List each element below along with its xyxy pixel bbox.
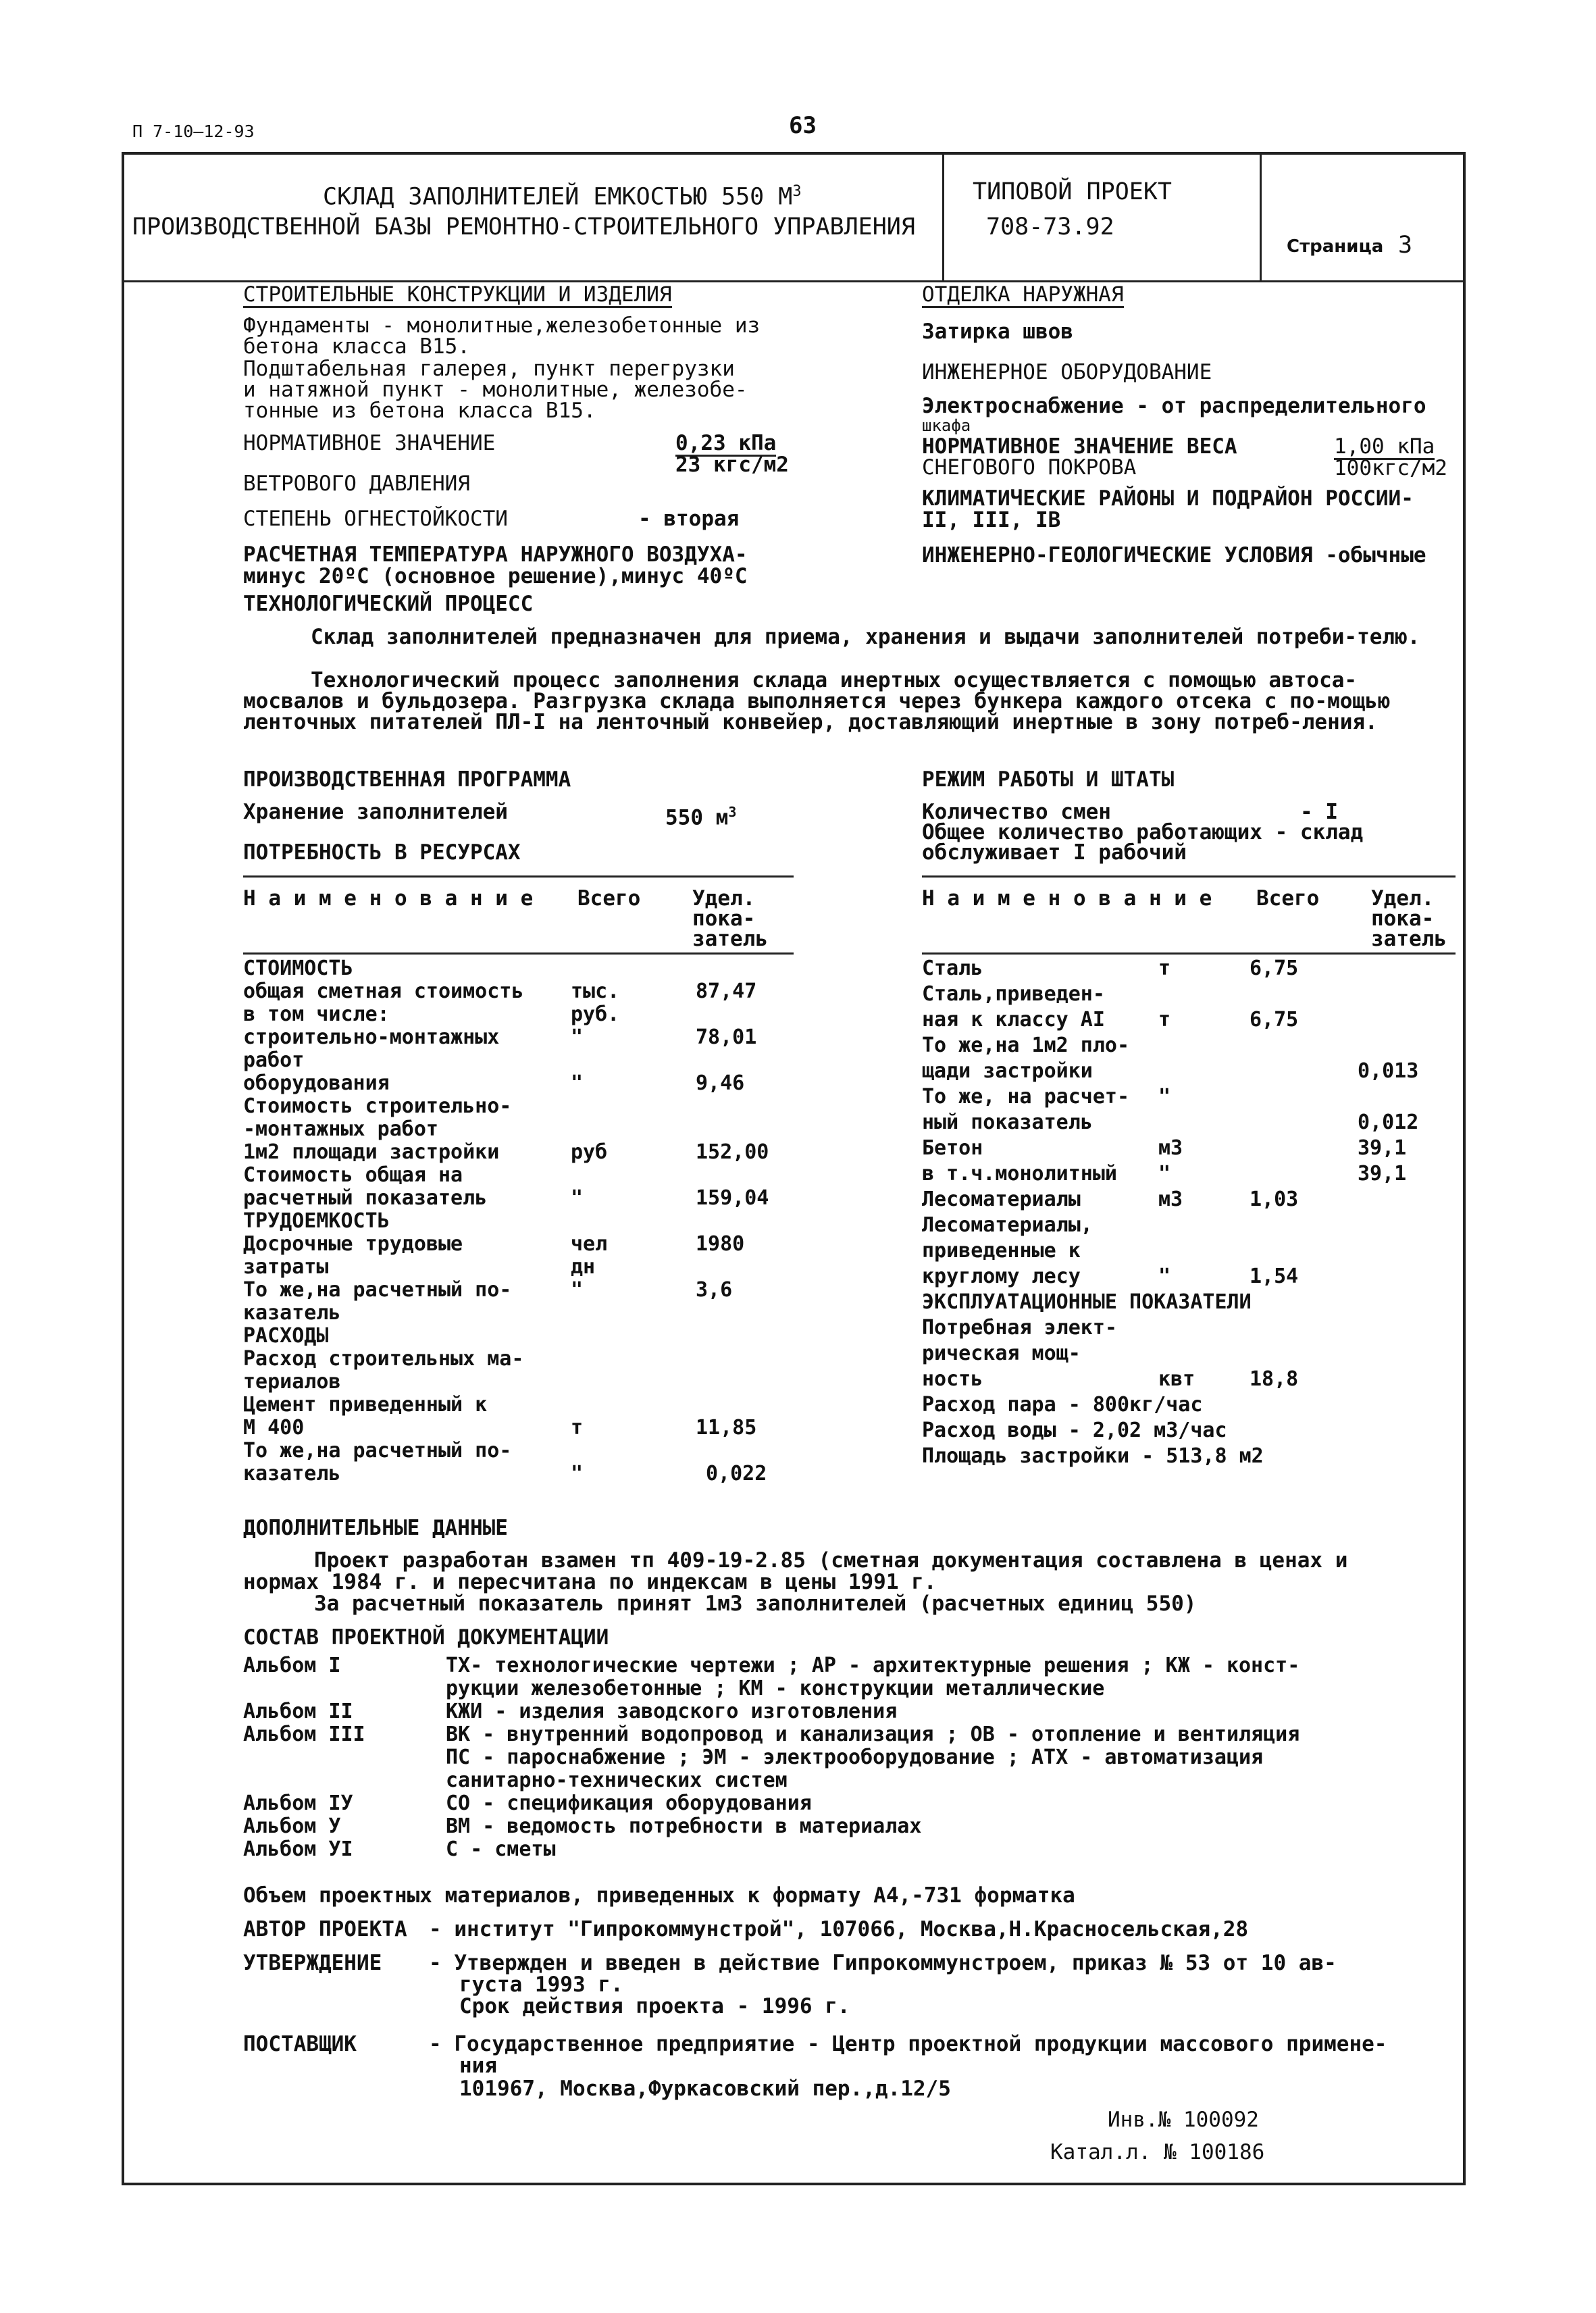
approval-label: УТВЕРЖДЕНИЕ bbox=[243, 1951, 382, 1975]
table-cell-name: щади застройки bbox=[922, 1059, 1093, 1083]
fire-value: - вторая bbox=[638, 507, 740, 531]
table-cell-total: 1,03 bbox=[1250, 1188, 1299, 1211]
right-table-head-unit-3: затель bbox=[1371, 927, 1447, 951]
table-cell-unit: " bbox=[571, 1186, 584, 1210]
table-cell-name: казатель bbox=[243, 1301, 341, 1325]
table-cell-name: работ bbox=[243, 1048, 305, 1072]
table-cell-name: приведенные к bbox=[922, 1239, 1081, 1263]
table-cell-name: Бетон bbox=[922, 1136, 983, 1160]
table-cell-total: 3,6 bbox=[696, 1278, 733, 1302]
table-cell-name: Цемент приведенный к bbox=[243, 1393, 488, 1417]
temp-line-2: минус 20ºС (основное решение),минус 40ºС bbox=[243, 564, 748, 588]
table-cell-total: 11,85 bbox=[696, 1416, 757, 1440]
table-right-top-rule bbox=[922, 875, 1456, 878]
storage-label: Хранение заполнителей bbox=[243, 800, 508, 824]
table-cell-name: круглому лесу bbox=[922, 1265, 1081, 1288]
table-cell-name: СТОИМОСТЬ bbox=[243, 957, 353, 980]
page-value: 3 bbox=[1398, 232, 1413, 259]
table-cell-unit: тыс. bbox=[571, 980, 620, 1003]
table-cell-unit: " bbox=[1158, 1162, 1171, 1186]
album-name: Альбом УI bbox=[243, 1837, 353, 1861]
snow-label-1: НОРМАТИВНОЕ ЗНАЧЕНИЕ ВЕСА bbox=[922, 434, 1237, 459]
power-line-1: Электроснабжение - от распределительного bbox=[922, 394, 1426, 418]
left-table-head-name: Н а и м е н о в а н и е bbox=[243, 886, 534, 911]
table-cell-unit: чел bbox=[571, 1232, 608, 1256]
table-cell-name: Расход строительных ма- bbox=[243, 1347, 524, 1371]
table-cell-name: общая сметная стоимость bbox=[243, 980, 524, 1003]
album-text: С - сметы bbox=[446, 1837, 556, 1861]
storage-value-text: 550 м bbox=[665, 805, 729, 830]
climate-line-2: II, III, IВ bbox=[922, 508, 1061, 532]
table-cell-name: Лесоматериалы, bbox=[922, 1213, 1093, 1237]
album-text: ПС - пароснабжение ; ЭМ - электрооборудование ; АТХ - автоматизация bbox=[446, 1746, 1264, 1769]
table-cell-unit: " bbox=[571, 1025, 584, 1049]
table-cell-name: Стоимость строительно- bbox=[243, 1094, 512, 1118]
additional-line-1: Проект разработан взамен тп 409-19-2.85 (сметная документация составлена в ценах и bbox=[314, 1548, 1348, 1573]
left-resource-table bbox=[243, 958, 794, 1498]
doc-code: П 7-10—12-93 bbox=[132, 122, 255, 141]
title-line-1 bbox=[323, 180, 802, 209]
table-cell-name: рическая мощ- bbox=[922, 1342, 1081, 1365]
table-cell-spec: 0,012 bbox=[1358, 1111, 1419, 1134]
wind-label-1: НОРМАТИВНОЕ ЗНАЧЕНИЕ bbox=[243, 431, 496, 455]
snow-value-2: 100кгс/м2 bbox=[1334, 456, 1447, 480]
album-text: СО - спецификация оборудования bbox=[446, 1791, 812, 1815]
table-cell-total: 152,00 bbox=[696, 1140, 769, 1164]
wind-value-1: 0,23 кПа bbox=[675, 431, 777, 455]
table-cell-total: 6,75 bbox=[1250, 1008, 1299, 1032]
table-cell-spec: 0,013 bbox=[1358, 1059, 1419, 1083]
catalog-number: Катал.л. № 100186 bbox=[1050, 2140, 1265, 2164]
workers-line-2: обслуживает I рабочий bbox=[922, 840, 1187, 865]
eng-title: ИНЖЕНЕРНОЕ ОБОРУДОВАНИЕ bbox=[922, 360, 1212, 384]
table-cell-unit: т bbox=[1158, 957, 1171, 980]
right-resource-table bbox=[922, 958, 1456, 1498]
header-divider-2 bbox=[1260, 152, 1262, 282]
inventory-number: Инв.№ 100092 bbox=[1108, 2108, 1259, 2132]
snow-label-2: СНЕГОВОГО ПОКРОВА bbox=[922, 455, 1137, 480]
additional-line-3: За расчетный показатель принят 1м3 заполнителей (расчетных единиц 550) bbox=[314, 1592, 1197, 1616]
table-cell-unit: " bbox=[571, 1278, 584, 1302]
table-cell-total: 78,01 bbox=[696, 1025, 757, 1049]
table-left-top-rule bbox=[243, 875, 794, 878]
finish-value: Затирка швов bbox=[922, 320, 1073, 344]
table-cell-total: 1,54 bbox=[1250, 1265, 1299, 1288]
table-cell-name: в том числе: bbox=[243, 1002, 390, 1026]
constructions-line: бетона класса В15. bbox=[243, 334, 470, 359]
right-table-head-unit-2: пока- bbox=[1371, 907, 1435, 931]
table-cell-name: Расход воды - 2,02 м3/час bbox=[922, 1419, 1227, 1442]
right-table-head-unit-1: Удел. bbox=[1371, 886, 1435, 911]
album-text: санитарно-технических систем bbox=[446, 1769, 788, 1792]
author-value: - институт "Гипрокоммунстрой", 107066, Москва,Н.Красносельская,28 bbox=[429, 1917, 1249, 1941]
geo-line: ИНЖЕНЕРНО-ГЕОЛОГИЧЕСКИЕ УСЛОВИЯ -обычные bbox=[922, 543, 1426, 567]
left-table-head-total: Всего bbox=[577, 886, 641, 911]
table-cell-total: 87,47 bbox=[696, 980, 757, 1003]
finish-title: ОТДЕЛКА НАРУЖНАЯ bbox=[922, 282, 1124, 307]
shifts-label: Количество смен bbox=[922, 800, 1111, 824]
supplier-line-3: 101967, Москва,Фуркасовский пер.,д.12/5 bbox=[459, 2077, 951, 2101]
table-cell-name: оборудования bbox=[243, 1071, 390, 1095]
constructions-line: и натяжной пункт - монолитные, железобе- bbox=[243, 378, 748, 402]
table-cell-name: строительно-монтажных bbox=[243, 1025, 500, 1049]
supplier-line-2: ния bbox=[459, 2054, 497, 2078]
table-cell-name: казатель bbox=[243, 1462, 341, 1485]
album-text: КЖИ - изделия заводского изготовления bbox=[446, 1700, 898, 1723]
author-label: АВТОР ПРОЕКТА bbox=[243, 1917, 407, 1941]
album-name: Альбом III bbox=[243, 1723, 365, 1746]
table-cell-name: Стоимость общая на bbox=[243, 1163, 463, 1187]
table-cell-total: 159,04 bbox=[696, 1186, 769, 1210]
table-cell-name: РАСХОДЫ bbox=[243, 1324, 329, 1348]
table-cell-unit: " bbox=[1158, 1085, 1171, 1109]
climate-line-1: КЛИМАТИЧЕСКИЕ РАЙОНЫ И ПОДРАЙОН РОССИИ- bbox=[922, 486, 1414, 511]
approval-line-2: густа 1993 г. bbox=[459, 1973, 623, 1997]
page-label: Страница bbox=[1287, 236, 1384, 257]
workers-line-1: Общее количество работающих - склад bbox=[922, 820, 1364, 844]
table-cell-name: ЭКСПЛУАТАЦИОННЫЕ ПОКАЗАТЕЛИ bbox=[922, 1290, 1252, 1314]
album-text: ВМ - ведомость потребности в материалах bbox=[446, 1814, 922, 1838]
header-divider-1 bbox=[942, 152, 944, 282]
table-cell-name: ный показатель bbox=[922, 1111, 1093, 1134]
table-cell-name: ТРУДОЕМКОСТЬ bbox=[243, 1209, 390, 1233]
constructions-line: Подштабельная галерея, пункт перегрузки bbox=[243, 357, 735, 381]
wind-value-2: 23 кгс/м2 bbox=[675, 453, 789, 477]
album-name: Альбом У bbox=[243, 1814, 341, 1838]
table-cell-name: в т.ч.монолитный bbox=[922, 1162, 1117, 1186]
title-line-2: ПРОИЗВОДСТВЕННОЙ БАЗЫ РЕМОНТНО-СТРОИТЕЛЬНОГО УПРАВЛЕНИЯ bbox=[132, 213, 915, 240]
right-table-head-name: Н а и м е н о в а н и е bbox=[922, 886, 1212, 911]
table-cell-name: ность bbox=[922, 1367, 983, 1391]
staff-title: РЕЖИМ РАБОТЫ И ШТАТЫ bbox=[922, 767, 1175, 792]
power-line-2: шкафа bbox=[922, 416, 971, 435]
project-number: 708-73.92 bbox=[986, 213, 1114, 240]
table-cell-name: Досрочные трудовые bbox=[243, 1232, 463, 1256]
table-cell-name: териалов bbox=[243, 1370, 341, 1394]
shifts-value: - I bbox=[1300, 800, 1338, 824]
approval-line-3: Срок действия проекта - 1996 г. bbox=[459, 1994, 850, 2018]
right-table-head-total: Всего bbox=[1256, 886, 1320, 911]
table-right-head-rule bbox=[922, 952, 1456, 955]
table-cell-total: 6,75 bbox=[1250, 957, 1299, 980]
table-cell-unit: дн bbox=[571, 1255, 596, 1279]
table-cell-unit: " bbox=[571, 1071, 584, 1095]
table-cell-name: расчетный показатель bbox=[243, 1186, 488, 1210]
table-cell-name: То же,на расчетный по- bbox=[243, 1278, 512, 1302]
approval-line-1: - Утвержден и введен в действие Гипрокоммунстроем, приказ № 53 от 10 ав- bbox=[429, 1951, 1337, 1975]
program-title: ПРОИЗВОДСТВЕННАЯ ПРОГРАММА bbox=[243, 767, 571, 792]
page-number: 63 bbox=[789, 112, 817, 139]
temp-line-1: РАСЧЕТНАЯ ТЕМПЕРАТУРА НАРУЖНОГО ВОЗДУХА- bbox=[243, 542, 748, 567]
table-cell-name: То же,на расчетный по- bbox=[243, 1439, 512, 1463]
table-cell-name: Лесоматериалы bbox=[922, 1188, 1081, 1211]
album-text: рукции железобетонные ; КМ - конструкции металлические bbox=[446, 1677, 1105, 1700]
table-cell-name: То же,на 1м2 пло- bbox=[922, 1034, 1130, 1057]
constructions-title: СТРОИТЕЛЬНЫЕ КОНСТРУКЦИИ И ИЗДЕЛИЯ bbox=[243, 282, 672, 307]
table-cell-name: затраты bbox=[243, 1255, 329, 1279]
table-cell-unit: " bbox=[1158, 1265, 1171, 1288]
supplier-label: ПОСТАВЩИК bbox=[243, 2032, 357, 2056]
table-cell-name: -монтажных работ bbox=[243, 1117, 438, 1141]
table-cell-unit: " bbox=[571, 1462, 584, 1485]
table-cell-name: 1м2 площади застройки bbox=[243, 1140, 500, 1164]
resources-title: ПОТРЕБНОСТЬ В РЕСУРСАХ bbox=[243, 840, 521, 865]
album-name: Альбом IУ bbox=[243, 1791, 353, 1815]
project-label: ТИПОВОЙ ПРОЕКТ bbox=[973, 178, 1173, 205]
table-cell-unit: руб. bbox=[571, 1002, 620, 1026]
table-cell-name: Сталь bbox=[922, 957, 983, 980]
storage-value bbox=[665, 801, 736, 829]
table-cell-name: Потребная элект- bbox=[922, 1316, 1117, 1340]
left-table-head-unit-3: затель bbox=[692, 927, 768, 951]
table-cell-total: 9,46 bbox=[696, 1071, 745, 1095]
table-cell-name: М 400 bbox=[243, 1416, 305, 1440]
table-cell-name: Сталь,приведен- bbox=[922, 982, 1105, 1006]
constructions-line: Фундаменты - монолитные,железобетонные из bbox=[243, 313, 761, 338]
supplier-line-1: - Государственное предприятие - Центр проектной продукции массового примене- bbox=[429, 2032, 1387, 2056]
wind-label-2: ВЕТРОВОГО ДАВЛЕНИЯ bbox=[243, 472, 470, 496]
table-cell-name: Площадь застройки - 513,8 м2 bbox=[922, 1444, 1264, 1468]
left-table-head-unit-2: пока- bbox=[692, 907, 756, 931]
table-cell-unit: м3 bbox=[1158, 1188, 1183, 1211]
process-para-2: Технологический процесс заполнения склада инертных осуществляется с помощью автоса-мосвалов и бульдозера. Разгрузка склада выполняется через бункера каждого отсека с по-мощью ленточных питателей ПЛ-I на ленточный конвейер, доставляющий инертные в зону потреб-ления. bbox=[243, 668, 1391, 734]
album-name: Альбом II bbox=[243, 1700, 353, 1723]
left-table-head-unit-1: Удел. bbox=[692, 886, 756, 911]
title-text: СКЛАД ЗАПОЛНИТЕЛЕЙ ЕМКОСТЬЮ 550 М bbox=[323, 183, 793, 211]
volume-line: Объем проектных материалов, приведенных к формату А4,-731 форматка bbox=[243, 1883, 1075, 1908]
table-cell-spec: 39,1 bbox=[1358, 1162, 1407, 1186]
table-cell-unit: квт bbox=[1158, 1367, 1195, 1391]
composition-title: СОСТАВ ПРОЕКТНОЙ ДОКУМЕНТАЦИИ bbox=[243, 1625, 609, 1650]
table-cell-unit: руб bbox=[571, 1140, 608, 1164]
album-text: ТХ- технологические чертежи ; АР - архитектурные решения ; КЖ - конст- bbox=[446, 1654, 1300, 1677]
constructions-line: тонные из бетона класса В15. bbox=[243, 399, 596, 423]
table-cell-name: То же, на расчет- bbox=[922, 1085, 1130, 1109]
table-cell-unit: м3 bbox=[1158, 1136, 1183, 1160]
table-cell-unit: т bbox=[571, 1416, 584, 1440]
table-cell-total: 1980 bbox=[696, 1232, 745, 1256]
additional-line-2: нормах 1984 г. и пересчитана по индексам в цены 1991 г. bbox=[243, 1570, 937, 1594]
table-left-head-rule bbox=[243, 952, 794, 955]
album-list bbox=[243, 1655, 1452, 1871]
process-para-1: Склад заполнителей предназначен для приема, хранения и выдачи заполнителей потреби-телю. bbox=[311, 625, 1420, 649]
table-cell-total: 18,8 bbox=[1250, 1367, 1299, 1391]
table-cell-spec: 39,1 bbox=[1358, 1136, 1407, 1160]
album-text: ВК - внутренний водопровод и канализация ; ОВ - отопление и вентиляция bbox=[446, 1723, 1300, 1746]
table-cell-spec: 0,022 bbox=[706, 1462, 767, 1485]
process-title: ТЕХНОЛОГИЧЕСКИЙ ПРОЦЕСС bbox=[243, 592, 534, 616]
table-cell-name: ная к классу АI bbox=[922, 1008, 1105, 1032]
fire-label: СТЕПЕНЬ ОГНЕСТОЙКОСТИ bbox=[243, 507, 508, 531]
table-cell-name: Расход пара - 800кг/час bbox=[922, 1393, 1203, 1417]
album-name: Альбом I bbox=[243, 1654, 341, 1677]
table-cell-unit: т bbox=[1158, 1008, 1171, 1032]
snow-value-1: 1,00 кПа bbox=[1334, 434, 1435, 459]
additional-title: ДОПОЛНИТЕЛЬНЫЕ ДАННЫЕ bbox=[243, 1516, 508, 1540]
title-sup: 3 bbox=[792, 183, 802, 200]
storage-sup: 3 bbox=[728, 804, 737, 820]
